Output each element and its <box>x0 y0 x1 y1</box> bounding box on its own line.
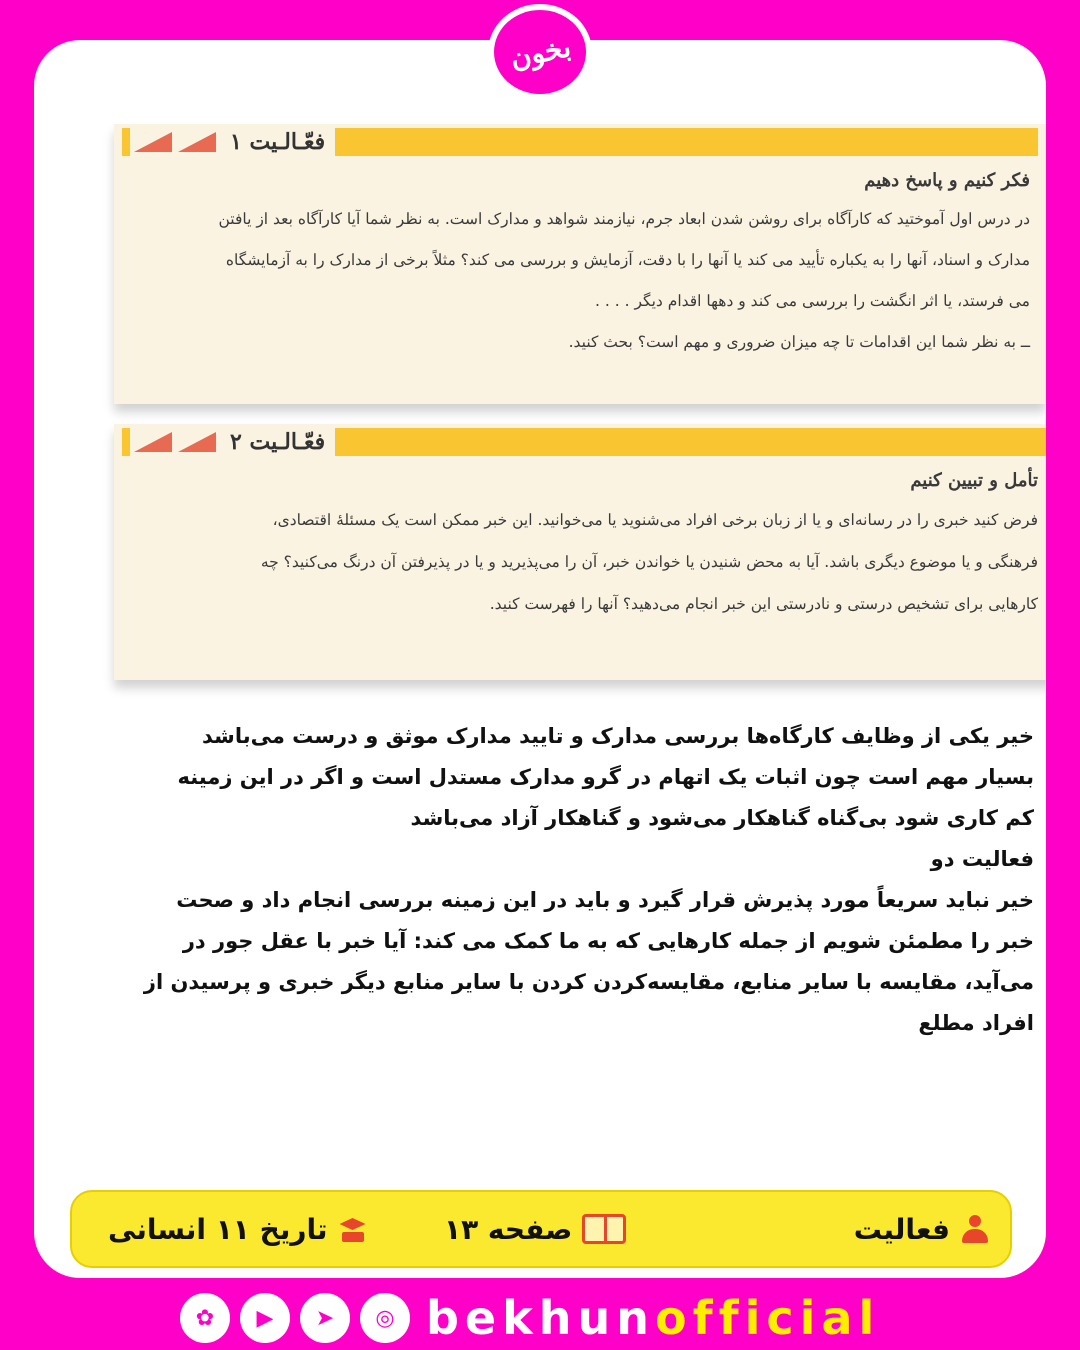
logo-text: بخون <box>506 29 574 75</box>
answer-line: افراد مطلع <box>918 1011 1034 1035</box>
youtube-icon[interactable]: ▶ <box>240 1293 290 1343</box>
answer-line: خبر را مطمئن شویم از جمله کارهایی که به ما کمک می کند: آیا خبر با عقل جور در <box>182 929 1034 953</box>
activity-2-line: فرض کنید خبری را در رسانه‌ای و یا از زبان برخی افراد می‌شنوید یا می‌خوانید. این خبر ممکن است یک مسئلهٔ اقتصادی، <box>272 511 1038 529</box>
activity-1-line: مدارک و اسناد، آنها را به یکباره تأیید می کند یا آنها را با دقت، آزمایش و بررسی می کند؟ مثلاً برخی از مدارک را به آزمایشگاه <box>225 251 1030 269</box>
answer-line: می‌آید، مقایسه با سایر منابع، مقایسه‌کردن کردن با سایر منابع دیگر خبری و پرسیدن از <box>143 970 1034 994</box>
graduation-cap-icon <box>338 1214 368 1244</box>
instagram-icon[interactable]: ◎ <box>360 1293 410 1343</box>
answer-line: خیر نباید سریعاً مورد پذیرش قرار گیرد و باید در این زمینه بررسی انجام داد و صحت <box>176 888 1034 912</box>
answer-line: بسیار مهم است چون اثبات یک اتهام در گرو مدارک مستدل است و اگر در این زمینه <box>177 765 1034 789</box>
activity-2-line: فرهنگی و یا موضوع دیگری باشد. آیا به محض شنیدن یا خواندن خبر، آن را می‌پذیرید و یا در پذیرفتن آن درنگ می‌کنید؟ چه <box>260 553 1038 571</box>
activity-2-header-bar <box>122 428 1046 456</box>
social-handle[interactable] <box>426 1291 880 1345</box>
activity-2-box <box>114 424 1046 680</box>
handle-part-1: bekhun <box>426 1291 655 1345</box>
activity-1-subtitle: فکر کنیم و پاسخ دهیم <box>864 170 1030 191</box>
triangle-decoration <box>178 132 216 152</box>
activity-2-title: فعّـالـیت ۲ <box>230 429 326 455</box>
content-card <box>34 40 1046 1278</box>
activity-1-line: در درس اول آموختید که کارآگاه برای روشن شدن ابعاد جرم، نیازمند شواهد و مدارک است. به نظر شما آیا کارآگاه بعد از یافتن <box>218 210 1030 228</box>
footer-book-label: تاریخ ۱۱ انسانی <box>108 1212 328 1246</box>
activity-1-title: فعّـالـیت ۱ <box>230 129 326 155</box>
footer-topic-label: فعالیت <box>853 1212 950 1246</box>
footer-book <box>108 1192 368 1266</box>
social-bar <box>180 1288 880 1348</box>
activity-1-box <box>114 124 1046 404</box>
person-icon <box>960 1214 990 1244</box>
footer-bar <box>70 1190 1012 1268</box>
answer-heading: فعالیت دو <box>930 847 1034 871</box>
book-icon <box>582 1214 626 1244</box>
answer-text <box>36 716 1034 1044</box>
answer-line: کم کاری شود بی‌گناه گناهکار می‌شود و گناهکار آزاد می‌باشد <box>410 806 1034 830</box>
triangle-decoration <box>134 432 172 452</box>
answer-line: خیر یکی از وظایف کارگاه‌ها بررسی مدارک و تایید مدارک موثق و درست می‌باشد <box>202 724 1034 748</box>
footer-topic <box>854 1192 990 1266</box>
handle-part-2: official <box>654 1291 881 1345</box>
aparat-icon[interactable]: ✿ <box>180 1293 230 1343</box>
activity-1-line: ــ به نظر شما این اقدامات تا چه میزان ضروری و مهم است؟ بحث کنید. <box>568 333 1030 351</box>
footer-page-label: صفحه ۱۳ <box>444 1212 573 1246</box>
footer-page <box>444 1192 626 1266</box>
telegram-icon[interactable]: ➤ <box>300 1293 350 1343</box>
activity-1-header-bar <box>122 128 1038 156</box>
activity-2-subtitle: تأمل و تبیین کنیم <box>910 470 1038 491</box>
activity-1-line: می فرستد، یا اثر انگشت را بررسی می کند و دهها اقدام دیگر . . . . <box>595 292 1030 310</box>
triangle-decoration <box>134 132 172 152</box>
activity-2-line: کارهایی برای تشخیص درستی و نادرستی این خبر انجام می‌دهید؟ آنها را فهرست کنید. <box>489 595 1038 613</box>
bekhun-logo <box>488 4 592 100</box>
triangle-decoration <box>178 432 216 452</box>
